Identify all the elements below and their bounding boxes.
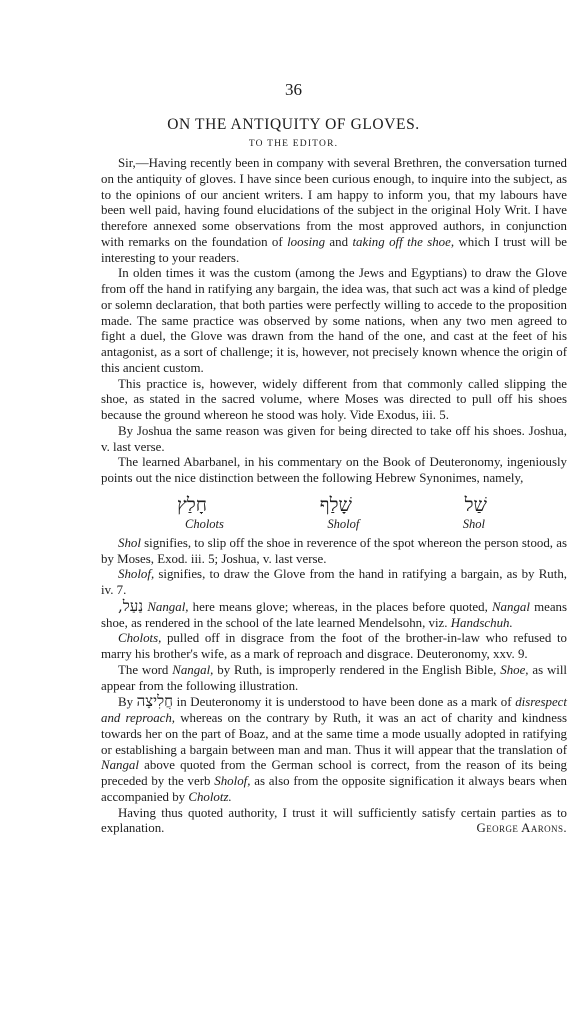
transliteration-row: [185, 517, 485, 532]
page-number: 36: [285, 80, 302, 99]
paragraph-8: נַעַל, Nangal, here means glove; whereas, in the places before quoted, Nangal means shoe, as rendered in the school of the late learned Mendelsohn, viz. Handschuh.: [101, 596, 567, 630]
transliteration-sholof: Sholof: [327, 516, 360, 531]
paragraph-9: Cholots, pulled off in disgrace from the foot of the brother-in-law who refused to marry his brother's wife, as a mark of reproach and disgrace. Deuteronomy, xxv. 9.: [101, 631, 567, 661]
paragraph-10: The word Nangal, by Ruth, is improperly rendered in the English Bible, Shoe, as will appear from the following illustration.: [101, 662, 567, 693]
paragraph-2: In olden times it was the custom (among the Jews and Egyptians) to draw the Glove from off the hand in ratifying any bargain, the idea was, that such act was a kind of pledge or solemn declaration, that both parties were perfectly willing to accede to the proposition made. The same practice was observed by some nations, when any two men agreed to fight a duel, the Glove was drawn from the hand of the one, and cast at the feet of his antagonist, as a sort of challenge; it is, however, not precisely known whence the origin of this ancient custom.: [101, 266, 567, 375]
paragraph-1: Sir,—Having recently been in company with several Brethren, the conversation turned on the antiquity of gloves. I have since been curious enough, to inquire into the subject, as to the opinions of our ancient writers. I am happy to inform you, that my labours have been well paid, having found elucidations of the subject in the original Holy Writ. I have therefore annexed some observations from the most approved authors, in conjunction with remarks on the foundation of loosing and taking off the shoe, which I trust will be interesting to your readers.: [101, 156, 568, 265]
paragraph-6: Shol signifies, to slip off the shoe in reverence of the spot whereon the person stood, as by Moses, Exod. iii. 5; Joshua, v. last verse.: [101, 535, 567, 566]
paragraph-3: This practice is, however, widely different from that commonly called slipping the shoe, as stated in the sacred volume, where Moses was directed to pull off his shoes because the ground whereon he stood was holy. Vide Exodus, iii. 5.: [101, 376, 567, 422]
article-subtitle: TO THE EDITOR.: [248, 139, 339, 149]
author-signature: George Aarons.: [476, 821, 567, 836]
hebrew-word-shol: שַׁל: [464, 493, 487, 516]
transliteration-cholots: Cholots: [185, 516, 224, 531]
article-title: ON THE ANTIQUITY OF GLOVES.: [167, 116, 420, 133]
paragraph-5: The learned Abarbanel, in his commentary on the Book of Deuteronomy, ingeniously points out the nice distinction between the following Hebrew Synonimes, namely,: [101, 455, 567, 485]
article-body: [101, 156, 567, 837]
hebrew-word-cholots: חָלַץ: [177, 493, 208, 516]
hebrew-inline-nangal: נַעַל,: [118, 596, 144, 615]
hebrew-inline-chalitzah: חֲלִיצָה: [136, 692, 173, 711]
paragraph-7: Sholof, signifies, to draw the Glove from the hand in ratifying a bargain, as by Ruth, iv. 7.: [101, 567, 567, 597]
transliteration-shol: Shol: [462, 516, 485, 531]
hebrew-word-sholof: שָׁלַף: [319, 493, 352, 516]
paragraph-11: By חֲלִיצָה in Deuteronomy it is understood to have been done as a mark of disrespect and reproach, whereas on the contrary by Ruth, it was an act of charity and kindness towards her on the part of Boaz, and at the same time a mode usually adopted in ratifying or establishing a bargain between man and man. Thus it will appear that the translation of Nangal above quoted from the German school is correct, from the reason of its being preceded by the verb Sholof, as also from the opposite signification it always bears when accompanied by Cholotz.: [101, 692, 567, 804]
paragraph-12: Having thus quoted authority, I trust it will sufficiently satisfy certain parties as to explanation. George Aarons.: [101, 805, 567, 836]
paragraph-4: By Joshua the same reason was given for being directed to take off his shoes. Joshua, v. last verse.: [101, 423, 567, 454]
hebrew-words-row: [177, 493, 487, 517]
